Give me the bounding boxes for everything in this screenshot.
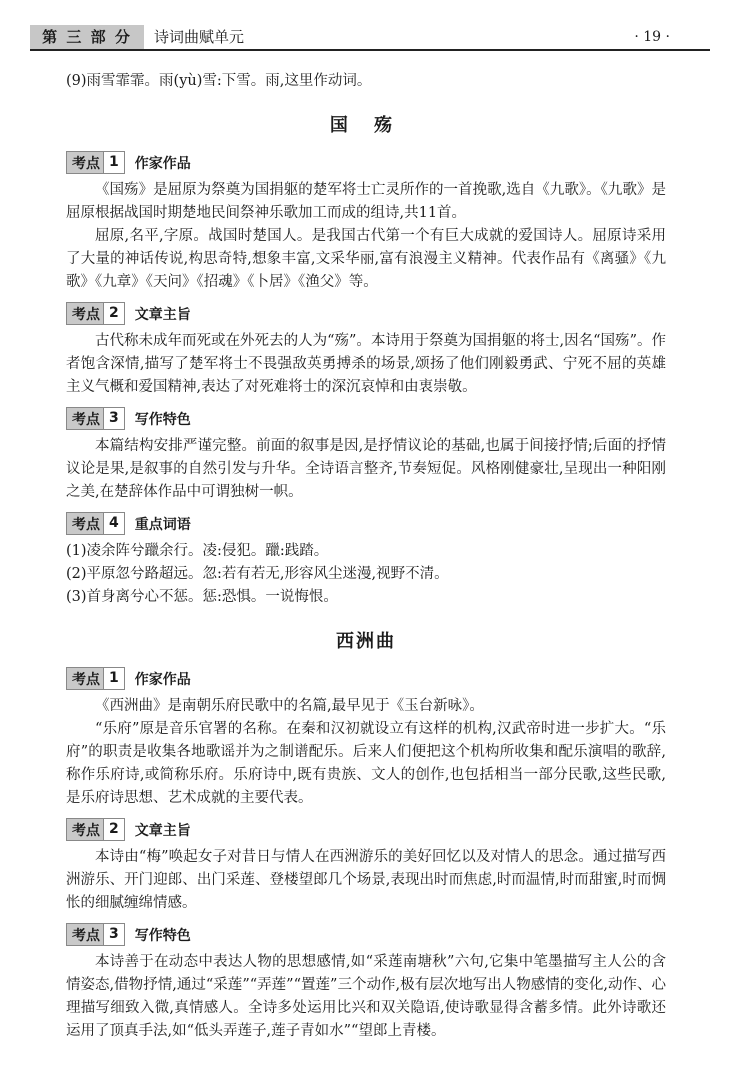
poem-title-guoshang: 国 殇 <box>329 115 403 136</box>
vocab-item: (2)平原忽兮路超远。忽:若有若无,形容风尘迷漫,视野不清。 <box>66 566 449 582</box>
running-header <box>30 25 710 51</box>
kaodian-badge: 考点 2 <box>66 818 125 841</box>
kaodian-label: 重点词语 <box>134 516 191 533</box>
kaodian-badge: 考点 4 <box>66 512 125 535</box>
kaodian-label: 文章主旨 <box>134 822 191 839</box>
kaodian-heading <box>66 512 666 535</box>
kaodian-label: 作家作品 <box>134 155 191 172</box>
vocab-item: (1)凌余阵兮躐余行。凌:侵犯。躐:践踏。 <box>66 543 329 559</box>
kaodian-heading <box>66 818 666 841</box>
page-number: · 19 · <box>634 29 670 45</box>
kaodian-heading <box>66 923 666 946</box>
paragraph: 本诗善于在动态中表达人物的思想感情,如“采莲南塘秋”六句,它集中笔墨描写主人公的含情姿态,借物抒情,通过“采莲”“弄莲”“置莲”三个动作,极有层次地写出人物感情的变化,动作、心理描写细致入微,真情感人。全诗多处运用比兴和双关隐语,使诗歌显得含蓄多情。此外诗歌还运用了顶真手法,如“低头弄莲子,莲子青如水”“望郎上青楼。 <box>66 954 666 1039</box>
paragraph: 本篇结构安排严谨完整。前面的叙事是因,是抒情议论的基础,也属于间接抒情;后面的抒情议论是果,是叙事的自然引发与升华。全诗语言整齐,节奏短促。风格刚健豪壮,呈现出一种阳刚之美,在楚辞体作品中可谓独树一帜。 <box>66 438 666 500</box>
kaodian-badge: 考点 3 <box>66 923 125 946</box>
kaodian-heading <box>66 302 666 325</box>
part-label: 第 三 部 分 <box>30 25 144 49</box>
kaodian-badge: 考点 1 <box>66 151 125 174</box>
paragraph: 《国殇》是屈原为祭奠为国捐躯的楚军将士亡灵所作的一首挽歌,选自《九歌》。《九歌》是屈原根据战国时期楚地民间祭神乐歌加工而成的组诗,共11首。 <box>66 182 666 221</box>
paragraph: 古代称未成年而死或在外死去的人为“殇”。本诗用于祭奠为国捐躯的将士,因名“国殇”。作者饱含深情,描写了楚军将士不畏强敌英勇搏杀的场景,颂扬了他们刚毅勇武、宁死不屈的英雄主义气概和爱国精神,表达了对死难将士的深沉哀悼和由衷崇敬。 <box>66 333 666 395</box>
note-9: (9)雨雪霏霏。雨(yù)雪:下雪。雨,这里作动词。 <box>66 73 372 89</box>
paragraph: 本诗由“梅”唤起女子对昔日与情人在西洲游乐的美好回忆以及对情人的思念。通过描写西洲游乐、开门迎郎、出门采莲、登楼望郎几个场景,表现出时而焦虑,时而温情,时而甜蜜,时而惆怅的细腻缠绵情感。 <box>66 849 666 911</box>
kaodian-heading <box>66 667 666 690</box>
kaodian-heading <box>66 151 666 174</box>
kaodian-badge: 考点 1 <box>66 667 125 690</box>
kaodian-badge: 考点 2 <box>66 302 125 325</box>
paragraph: 《西洲曲》是南朝乐府民歌中的名篇,最早见于《玉台新咏》。 <box>95 698 484 714</box>
vocab-item: (3)首身离兮心不惩。惩:恐惧。一说悔恨。 <box>66 589 338 605</box>
unit-title: 诗词曲赋单元 <box>154 28 245 46</box>
kaodian-label: 作家作品 <box>134 671 191 688</box>
page-content <box>66 70 666 1043</box>
kaodian-label: 文章主旨 <box>134 306 191 323</box>
kaodian-label: 写作特色 <box>134 927 191 944</box>
paragraph: 屈原,名平,字原。战国时楚国人。是我国古代第一个有巨大成就的爱国诗人。屈原诗采用了大量的神话传说,构思奇特,想象丰富,文采华丽,富有浪漫主义精神。代表作品有《离骚》《九歌》《九章》《天问》《招魂》《卜居》《渔父》等。 <box>66 228 666 290</box>
kaodian-label: 写作特色 <box>134 411 191 428</box>
kaodian-heading <box>66 407 666 430</box>
paragraph: “乐府”原是音乐官署的名称。在秦和汉初就设立有这样的机构,汉武帝时进一步扩大。“乐府”的职责是收集各地歌谣并为之制谱配乐。后来人们便把这个机构所收集和配乐演唱的歌辞,称作乐府诗,或简称乐府。乐府诗中,既有贵族、文人的创作,也包括相当一部分民歌,这些民歌,是乐府诗思想、艺术成就的主要代表。 <box>66 721 666 806</box>
poem-title-xizhouqu: 西洲曲 <box>336 631 396 652</box>
kaodian-badge: 考点 3 <box>66 407 125 430</box>
